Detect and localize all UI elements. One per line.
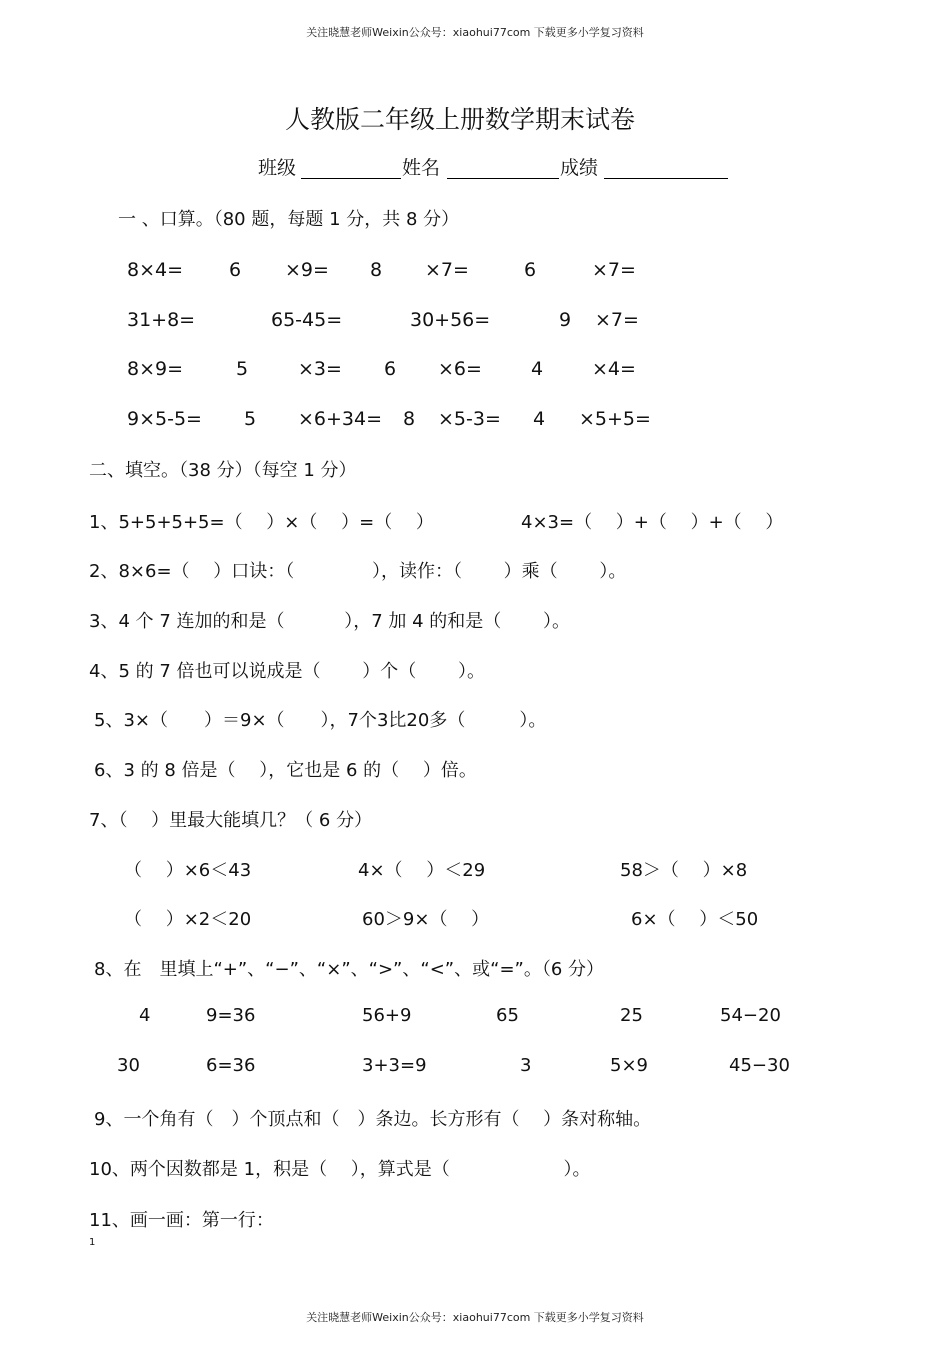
mental-cell: 65-45= bbox=[271, 309, 343, 331]
mental-cell: 8×4= bbox=[127, 259, 184, 281]
q8-item: 65 bbox=[496, 1005, 519, 1026]
q8-item: 25 bbox=[620, 1005, 643, 1026]
mental-cell: 6 bbox=[524, 259, 537, 281]
question-4: 4、5 的 7 倍也可以说成是（ ）个（ ）。 bbox=[89, 661, 485, 682]
section2-heading: 二、填空。（38 分）（每空 1 分） bbox=[89, 460, 357, 481]
mental-cell: 6 bbox=[229, 259, 242, 281]
class-blank bbox=[301, 160, 401, 179]
mental-cell: 8×9= bbox=[127, 358, 184, 380]
q8-item: 3+3=9 bbox=[362, 1055, 427, 1076]
mental-cell: 4 bbox=[531, 358, 544, 380]
q7-item: 58＞（ ）×8 bbox=[620, 860, 748, 881]
question-2: 2、8×6=（ ）口诀：（ ），读作：（ ）乘（ ）。 bbox=[89, 561, 627, 582]
mental-cell: ×7= bbox=[425, 259, 469, 281]
question-1b: 4×3=（ ）+（ ）+（ ） bbox=[521, 512, 784, 533]
q7-item: 60＞9×（ ） bbox=[362, 909, 490, 930]
mental-cell: 5 bbox=[244, 408, 257, 430]
page-title: 人教版二年级上册数学期末试卷 bbox=[284, 105, 635, 134]
question-5: 5、3×（ ）＝9×（ ），7个3比20多（ ）。 bbox=[94, 710, 547, 731]
mental-cell: 8 bbox=[403, 408, 416, 430]
question-8: 8、在 里填上“+”、“−”、“×”、“>”、“<”、或“=”。（6 分） bbox=[94, 959, 605, 980]
name-blank bbox=[447, 160, 559, 179]
q8-item: 56+9 bbox=[362, 1005, 412, 1026]
mental-cell: ×9= bbox=[285, 259, 329, 281]
q8-item: 3 bbox=[520, 1055, 532, 1076]
mental-cell: ×7= bbox=[592, 259, 636, 281]
mental-cell: 4 bbox=[533, 408, 546, 430]
mental-cell: 8 bbox=[370, 259, 383, 281]
header-banner: 关注晓慧老师Weixin公众号：xiaohui77com 下载更多小学复习资料 bbox=[306, 26, 644, 39]
q8-item: 45−30 bbox=[729, 1055, 790, 1076]
mental-cell: ×6= bbox=[438, 358, 482, 380]
q8-item: 5×9 bbox=[610, 1055, 648, 1076]
mental-cell: ×4= bbox=[592, 358, 636, 380]
mental-cell: ×5-3= bbox=[438, 408, 501, 430]
q8-item: 4 bbox=[139, 1005, 151, 1026]
score-label: 成绩 bbox=[560, 157, 599, 179]
question-6: 6、3 的 8 倍是（ ），它也是 6 的（ ）倍。 bbox=[94, 760, 477, 781]
question-3: 3、4 个 7 连加的和是（ ），7 加 4 的和是（ ）。 bbox=[89, 611, 571, 632]
mental-cell: 9×5-5= bbox=[127, 408, 202, 430]
footer-banner: 关注晓慧老师Weixin公众号：xiaohui77com 下载更多小学复习资料 bbox=[306, 1311, 644, 1324]
q8-item: 9=36 bbox=[206, 1005, 256, 1026]
class-label: 班级 bbox=[258, 157, 297, 179]
mental-cell: 31+8= bbox=[127, 309, 196, 331]
q7-item: （ ）×6＜43 bbox=[124, 860, 252, 881]
mental-cell: ×6+34= bbox=[298, 408, 383, 430]
score-blank bbox=[604, 160, 728, 179]
q7-item: 6×（ ）＜50 bbox=[631, 909, 759, 930]
mental-cell: 30+56= bbox=[410, 309, 491, 331]
mental-cell: 6 bbox=[384, 358, 397, 380]
q8-item: 54−20 bbox=[720, 1005, 781, 1026]
name-label: 姓名 bbox=[402, 157, 441, 179]
q7-item: 4×（ ）＜29 bbox=[358, 860, 486, 881]
question-1a: 1、5+5+5+5=（ ）×（ ）=（ ） bbox=[89, 512, 434, 533]
mental-cell: ×3= bbox=[298, 358, 342, 380]
mental-cell: 9 bbox=[559, 309, 572, 331]
q8-item: 6=36 bbox=[206, 1055, 256, 1076]
mental-cell: ×7= bbox=[595, 309, 639, 331]
section1-heading: 一 、口算。（80 题，每题 1 分，共 8 分） bbox=[118, 209, 460, 230]
q8-item: 30 bbox=[117, 1055, 140, 1076]
q7-item: （ ）×2＜20 bbox=[124, 909, 252, 930]
question-10: 10、两个因数都是 1，积是（ ），算式是（ ）。 bbox=[89, 1159, 591, 1180]
question-7: 7、（ ）里最大能填几？（ 6 分） bbox=[89, 810, 373, 831]
question-11: 11、画一画：第一行： bbox=[89, 1210, 274, 1231]
question-9: 9、一个角有（ ）个顶点和（ ）条边。长方形有（ ）条对称轴。 bbox=[94, 1109, 652, 1130]
page-number: 1 bbox=[89, 1237, 96, 1248]
mental-cell: 5 bbox=[236, 358, 249, 380]
mental-cell: ×5+5= bbox=[579, 408, 651, 430]
